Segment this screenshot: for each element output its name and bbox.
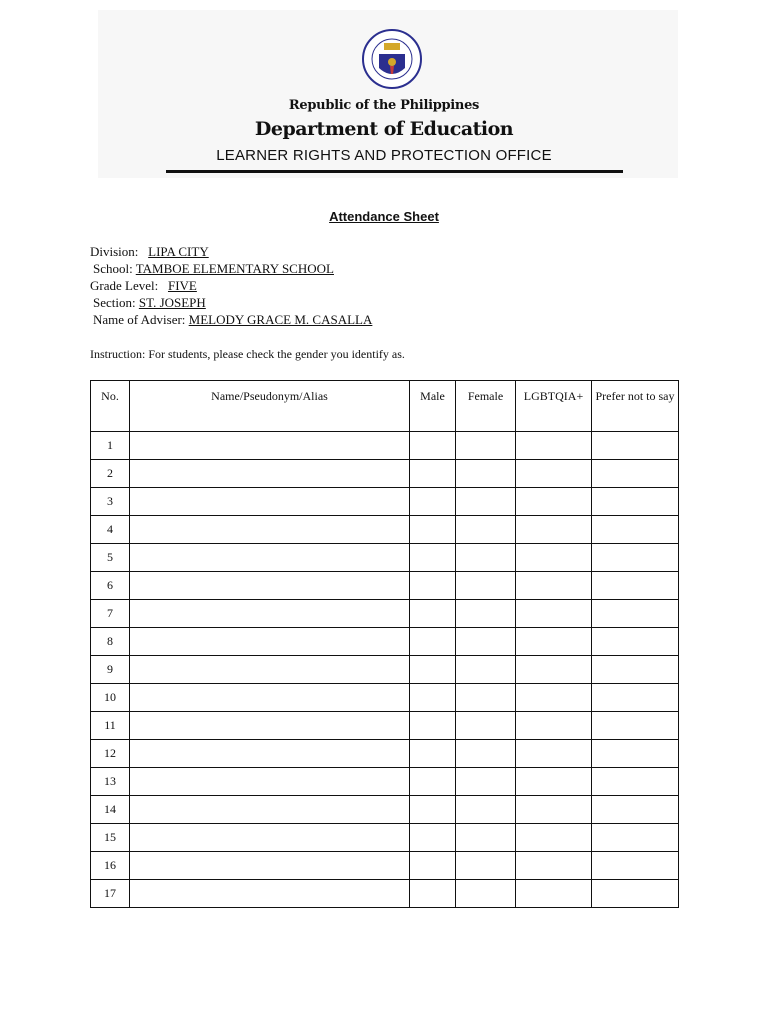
female-cell[interactable] <box>456 796 516 824</box>
row-number: 12 <box>91 740 130 768</box>
table-row <box>91 880 679 908</box>
male-cell[interactable] <box>410 824 456 852</box>
deped-seal-icon <box>362 26 422 92</box>
male-cell[interactable] <box>410 516 456 544</box>
attendance-table <box>90 380 679 908</box>
document-title: Attendance Sheet <box>329 209 439 224</box>
row-number: 15 <box>91 824 130 852</box>
instruction-text: Instruction: For students, please check the gender you identify as. <box>90 347 405 361</box>
header-male: Male <box>410 381 456 432</box>
prefer-not-to-say-cell[interactable] <box>592 684 679 712</box>
table-row <box>91 796 679 824</box>
table-row <box>91 852 679 880</box>
name-cell[interactable] <box>130 852 410 880</box>
row-number: 3 <box>91 488 130 516</box>
school-value: TAMBOE ELEMENTARY SCHOOL <box>135 261 334 276</box>
row-number: 8 <box>91 628 130 656</box>
row-number: 1 <box>91 432 130 460</box>
male-cell[interactable] <box>410 712 456 740</box>
row-number: 5 <box>91 544 130 572</box>
grade-value: FIVE <box>167 278 197 293</box>
grade-field <box>90 278 197 294</box>
female-cell[interactable] <box>456 852 516 880</box>
lgbtqia-cell[interactable] <box>516 488 592 516</box>
header-no: No. <box>91 381 130 432</box>
row-number: 4 <box>91 516 130 544</box>
prefer-not-to-say-cell[interactable] <box>592 712 679 740</box>
table-row <box>91 628 679 656</box>
lgbtqia-cell[interactable] <box>516 460 592 488</box>
name-cell[interactable] <box>130 544 410 572</box>
table-row <box>91 460 679 488</box>
name-cell[interactable] <box>130 740 410 768</box>
prefer-not-to-say-cell[interactable] <box>592 740 679 768</box>
row-number: 16 <box>91 852 130 880</box>
header-prefer-not-to-say: Prefer not to say <box>592 381 679 432</box>
name-cell[interactable] <box>130 572 410 600</box>
female-cell[interactable] <box>456 460 516 488</box>
grade-label: Grade Level: <box>90 278 159 293</box>
prefer-not-to-say-cell[interactable] <box>592 460 679 488</box>
prefer-not-to-say-cell[interactable] <box>592 796 679 824</box>
name-cell[interactable] <box>130 432 410 460</box>
table-row <box>91 768 679 796</box>
female-cell[interactable] <box>456 516 516 544</box>
lgbtqia-cell[interactable] <box>516 432 592 460</box>
male-cell[interactable] <box>410 460 456 488</box>
male-cell[interactable] <box>410 544 456 572</box>
header-female: Female <box>456 381 516 432</box>
female-cell[interactable] <box>456 600 516 628</box>
row-number: 17 <box>91 880 130 908</box>
table-row <box>91 740 679 768</box>
adviser-label: Name of Adviser: <box>93 312 186 327</box>
prefer-not-to-say-cell[interactable] <box>592 656 679 684</box>
row-number: 10 <box>91 684 130 712</box>
prefer-not-to-say-cell[interactable] <box>592 572 679 600</box>
division-field <box>90 244 209 260</box>
male-cell[interactable] <box>410 768 456 796</box>
republic-heading: Republic of the Philippines <box>288 98 480 113</box>
name-cell[interactable] <box>130 628 410 656</box>
male-cell[interactable] <box>410 684 456 712</box>
name-cell[interactable] <box>130 824 410 852</box>
female-cell[interactable] <box>456 488 516 516</box>
male-cell[interactable] <box>410 628 456 656</box>
row-number: 2 <box>91 460 130 488</box>
prefer-not-to-say-cell[interactable] <box>592 544 679 572</box>
female-cell[interactable] <box>456 880 516 908</box>
female-cell[interactable] <box>456 768 516 796</box>
section-field <box>93 295 206 311</box>
prefer-not-to-say-cell[interactable] <box>592 880 679 908</box>
lgbtqia-cell[interactable] <box>516 600 592 628</box>
prefer-not-to-say-cell[interactable] <box>592 852 679 880</box>
row-number: 11 <box>91 712 130 740</box>
lgbtqia-cell[interactable] <box>516 628 592 656</box>
name-cell[interactable] <box>130 460 410 488</box>
female-cell[interactable] <box>456 628 516 656</box>
male-cell[interactable] <box>410 796 456 824</box>
male-cell[interactable] <box>410 880 456 908</box>
lgbtqia-cell[interactable] <box>516 796 592 824</box>
table-row <box>91 432 679 460</box>
row-number: 9 <box>91 656 130 684</box>
prefer-not-to-say-cell[interactable] <box>592 516 679 544</box>
school-label: School: <box>93 261 133 276</box>
office-heading: LEARNER RIGHTS AND PROTECTION OFFICE <box>216 147 552 164</box>
table-row <box>91 516 679 544</box>
male-cell[interactable] <box>410 572 456 600</box>
lgbtqia-cell[interactable] <box>516 712 592 740</box>
name-cell[interactable] <box>130 880 410 908</box>
female-cell[interactable] <box>456 684 516 712</box>
table-row <box>91 824 679 852</box>
table-row <box>91 572 679 600</box>
header-lgbtqia: LGBTQIA+ <box>516 381 592 432</box>
division-value: LIPA CITY <box>148 244 209 259</box>
lgbtqia-cell[interactable] <box>516 768 592 796</box>
female-cell[interactable] <box>456 712 516 740</box>
table-row <box>91 600 679 628</box>
female-cell[interactable] <box>456 656 516 684</box>
female-cell[interactable] <box>456 544 516 572</box>
row-number: 14 <box>91 796 130 824</box>
lgbtqia-cell[interactable] <box>516 880 592 908</box>
lgbtqia-cell[interactable] <box>516 852 592 880</box>
lgbtqia-cell[interactable] <box>516 516 592 544</box>
adviser-value: MELODY GRACE M. CASALLA <box>188 312 373 327</box>
department-heading: Department of Education <box>254 118 514 140</box>
male-cell[interactable] <box>410 432 456 460</box>
table-row <box>91 684 679 712</box>
male-cell[interactable] <box>410 488 456 516</box>
male-cell[interactable] <box>410 852 456 880</box>
female-cell[interactable] <box>456 740 516 768</box>
name-cell[interactable] <box>130 768 410 796</box>
name-cell[interactable] <box>130 796 410 824</box>
name-cell[interactable] <box>130 516 410 544</box>
name-cell[interactable] <box>130 600 410 628</box>
row-number: 13 <box>91 768 130 796</box>
female-cell[interactable] <box>456 572 516 600</box>
lgbtqia-cell[interactable] <box>516 740 592 768</box>
lgbtqia-cell[interactable] <box>516 572 592 600</box>
table-header-row <box>91 381 679 432</box>
table-row <box>91 544 679 572</box>
adviser-field <box>93 312 372 328</box>
prefer-not-to-say-cell[interactable] <box>592 432 679 460</box>
header-name: Name/Pseudonym/Alias <box>130 381 410 432</box>
name-cell[interactable] <box>130 684 410 712</box>
lgbtqia-cell[interactable] <box>516 544 592 572</box>
row-number: 7 <box>91 600 130 628</box>
prefer-not-to-say-cell[interactable] <box>592 824 679 852</box>
section-value: ST. JOSEPH <box>138 295 206 310</box>
table-row <box>91 656 679 684</box>
male-cell[interactable] <box>410 600 456 628</box>
prefer-not-to-say-cell[interactable] <box>592 628 679 656</box>
male-cell[interactable] <box>410 740 456 768</box>
lgbtqia-cell[interactable] <box>516 824 592 852</box>
name-cell[interactable] <box>130 656 410 684</box>
school-field <box>93 261 334 277</box>
lgbtqia-cell[interactable] <box>516 656 592 684</box>
prefer-not-to-say-cell[interactable] <box>592 488 679 516</box>
prefer-not-to-say-cell[interactable] <box>592 600 679 628</box>
row-number: 6 <box>91 572 130 600</box>
name-cell[interactable] <box>130 488 410 516</box>
lgbtqia-cell[interactable] <box>516 684 592 712</box>
header-divider <box>166 170 623 173</box>
table-row <box>91 712 679 740</box>
table-row <box>91 488 679 516</box>
female-cell[interactable] <box>456 824 516 852</box>
section-label: Section: <box>93 295 136 310</box>
prefer-not-to-say-cell[interactable] <box>592 768 679 796</box>
female-cell[interactable] <box>456 432 516 460</box>
division-label: Division: <box>90 244 139 259</box>
male-cell[interactable] <box>410 656 456 684</box>
name-cell[interactable] <box>130 712 410 740</box>
